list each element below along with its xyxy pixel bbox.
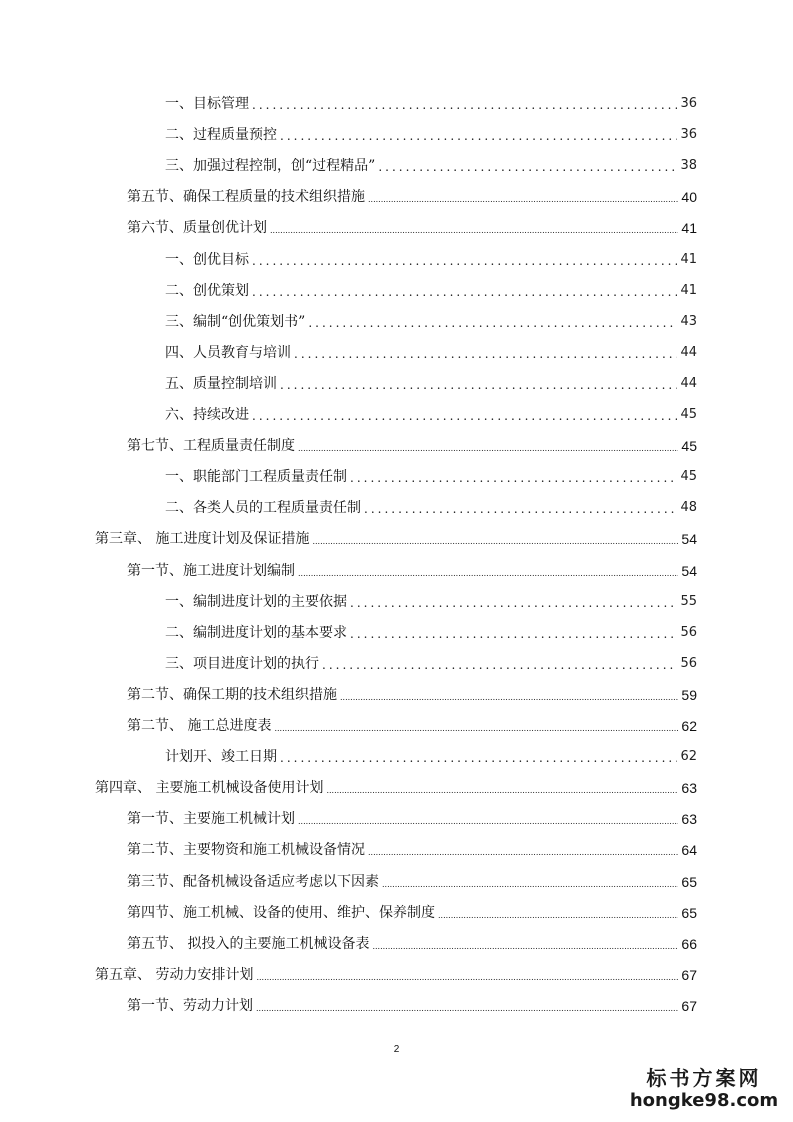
toc-dot-leader: [350, 594, 677, 612]
toc-entry-title: 第四章、 主要施工机械设备使用计划: [95, 780, 324, 797]
toc-entry[interactable]: [165, 592, 697, 612]
toc-entry[interactable]: [127, 716, 697, 736]
toc-entry[interactable]: [165, 623, 697, 643]
toc-entry-title: 第四节、施工机械、设备的使用、维护、保养制度: [127, 904, 435, 921]
toc-entry-title: 第一节、施工进度计划编制: [127, 562, 295, 579]
toc-entry[interactable]: [127, 996, 697, 1016]
toc-entry[interactable]: [127, 187, 697, 207]
toc-entry[interactable]: [127, 872, 697, 892]
toc-dot-leader: [350, 625, 677, 643]
toc-entry[interactable]: [165, 125, 697, 145]
toc-dot-leader: [312, 535, 678, 549]
toc-dot-leader: [368, 193, 678, 207]
toc-entry[interactable]: [127, 685, 697, 705]
toc-dot-leader: [372, 940, 678, 954]
toc-dot-leader: [280, 376, 677, 394]
toc-entry-title: 第五节、确保工程质量的技术组织措施: [127, 189, 365, 206]
toc-entry-page: 56: [680, 655, 697, 671]
toc-entry-title: 计划开、竣工日期: [165, 749, 277, 766]
toc-entry[interactable]: [127, 436, 697, 456]
toc-entry[interactable]: [127, 840, 697, 860]
toc-entry[interactable]: [165, 250, 697, 270]
toc-entry-page: 45: [680, 407, 697, 422]
toc-entry-page: 41: [681, 220, 697, 237]
toc-dot-leader: [438, 909, 678, 923]
toc-entry[interactable]: [127, 934, 697, 954]
toc-entry-page: 63: [681, 811, 697, 828]
toc-entry-title: 三、项目进度计划的执行: [165, 655, 319, 672]
toc-entry-title: 二、过程质量预控: [165, 127, 277, 144]
toc-entry[interactable]: [165, 467, 697, 487]
toc-entry-page: 65: [681, 873, 697, 890]
toc-dot-leader: [294, 345, 677, 363]
toc-entry-title: 四、人员教育与培训: [165, 344, 291, 361]
toc-dot-leader: [298, 815, 678, 829]
toc-dot-leader: [280, 749, 677, 767]
toc-entry-title: 第二节、确保工期的技术组织措施: [127, 686, 337, 703]
toc-dot-leader: [326, 784, 678, 798]
toc-dot-leader: [350, 469, 677, 487]
toc-entry-page: 38: [680, 158, 697, 174]
toc-dot-leader: [270, 224, 678, 238]
toc-entry-page: 63: [681, 780, 697, 797]
toc-dot-leader: [280, 127, 677, 145]
toc-entry-title: 二、编制进度计划的基本要求: [165, 624, 347, 641]
toc-entry-title: 第一节、主要施工机械计划: [127, 811, 295, 828]
watermark-cn: 标书方案网: [646, 1066, 762, 1090]
toc-entry-page: 44: [680, 344, 697, 360]
toc-entry-page: 36: [680, 96, 697, 111]
toc-entry-title: 三、编制“创优策划书”: [165, 313, 306, 330]
toc-entry-page: 41: [680, 282, 697, 298]
toc-entry[interactable]: [165, 654, 697, 674]
toc-entry[interactable]: [165, 94, 697, 114]
toc-entry-page: 64: [681, 842, 697, 859]
page-number: 2: [393, 1044, 400, 1055]
toc-entry-page: 66: [681, 935, 697, 952]
toc-entry-title: 一、创优目标: [165, 251, 249, 268]
toc-dot-leader: [252, 252, 677, 270]
toc-entry-page: 40: [681, 189, 697, 206]
watermark-en: hongke98.com: [629, 1090, 779, 1111]
toc-entry[interactable]: [127, 218, 697, 238]
toc-dot-leader: [322, 656, 677, 674]
toc-entry-page: 45: [680, 469, 697, 485]
toc-entry-page: 44: [680, 375, 697, 391]
toc-entry-page: 62: [681, 718, 697, 734]
toc-entry-title: 六、持续改进: [165, 407, 249, 423]
toc-entry[interactable]: [95, 778, 697, 798]
toc-entry-title: 第五节、 拟投入的主要施工机械设备表: [127, 935, 370, 952]
toc-entry-page: 45: [681, 438, 697, 455]
toc-dot-leader: [252, 283, 677, 301]
toc-entry-page: 65: [681, 904, 697, 921]
toc-entry-page: 67: [681, 966, 697, 983]
toc-entry[interactable]: [165, 498, 697, 518]
toc-entry-page: 67: [681, 997, 697, 1014]
toc-dot-leader: [274, 722, 678, 736]
toc-entry-page: 62: [680, 749, 697, 765]
toc-dot-leader: [252, 96, 677, 114]
toc-entry-page: 55: [680, 593, 697, 609]
toc-dot-leader: [364, 500, 677, 518]
toc-entry[interactable]: [165, 281, 697, 301]
toc-entry-title: 一、目标管理: [165, 96, 249, 112]
toc-entry[interactable]: [165, 343, 697, 363]
toc-entry[interactable]: [165, 156, 697, 176]
toc-dot-leader: [340, 691, 678, 705]
toc-entry[interactable]: [127, 809, 697, 829]
toc-dot-leader: [378, 158, 677, 176]
toc-dot-leader: [298, 442, 678, 456]
toc-entry[interactable]: [127, 903, 697, 923]
toc-entry-page: 54: [681, 562, 697, 579]
watermark-logo: [629, 1066, 779, 1112]
toc-dot-leader: [298, 567, 678, 581]
toc-entry[interactable]: [127, 561, 697, 581]
toc-dot-leader: [382, 878, 678, 892]
toc-entry-title: 一、编制进度计划的主要依据: [165, 593, 347, 610]
toc-entry-title: 二、创优策划: [165, 282, 249, 299]
toc-entry-page: 54: [681, 531, 697, 548]
toc-entry-page: 43: [680, 313, 697, 329]
toc-entry-title: 第三章、 施工进度计划及保证措施: [95, 531, 310, 548]
toc-dot-leader: [368, 846, 678, 860]
toc-entry[interactable]: [95, 529, 697, 549]
toc-entry-title: 第二节、 施工总进度表: [127, 718, 272, 734]
toc-entry-title: 第三节、配备机械设备适应考虑以下因素: [127, 873, 379, 890]
toc-dot-leader: [252, 407, 677, 425]
toc-entry[interactable]: [165, 312, 697, 332]
toc-entry-page: 36: [680, 127, 697, 143]
toc-entry-title: 三、加强过程控制，创“过程精品”: [165, 158, 376, 175]
toc-entry-page: 41: [680, 251, 697, 267]
toc-entry[interactable]: [165, 747, 697, 767]
toc-entry-title: 一、职能部门工程质量责任制: [165, 469, 347, 486]
toc-entry-title: 五、质量控制培训: [165, 375, 277, 392]
toc-dot-leader: [308, 314, 677, 332]
toc-entry-page: 59: [681, 686, 697, 703]
toc-entry-title: 第一节、劳动力计划: [127, 997, 253, 1014]
toc-entry[interactable]: [165, 405, 697, 425]
toc-entry-title: 第七节、工程质量责任制度: [127, 438, 295, 455]
toc-entry-page: 48: [680, 500, 697, 516]
toc-dot-leader: [256, 1002, 678, 1016]
toc-entry-title: 二、各类人员的工程质量责任制: [165, 500, 361, 517]
toc-entry[interactable]: [165, 374, 697, 394]
toc-dot-leader: [256, 971, 678, 985]
toc-entry[interactable]: [95, 965, 697, 985]
toc-entry-title: 第二节、主要物资和施工机械设备情况: [127, 842, 365, 859]
toc-entry-title: 第五章、 劳动力安排计划: [95, 966, 254, 983]
toc-entry-title: 第六节、质量创优计划: [127, 220, 267, 237]
toc-entry-page: 56: [680, 624, 697, 640]
